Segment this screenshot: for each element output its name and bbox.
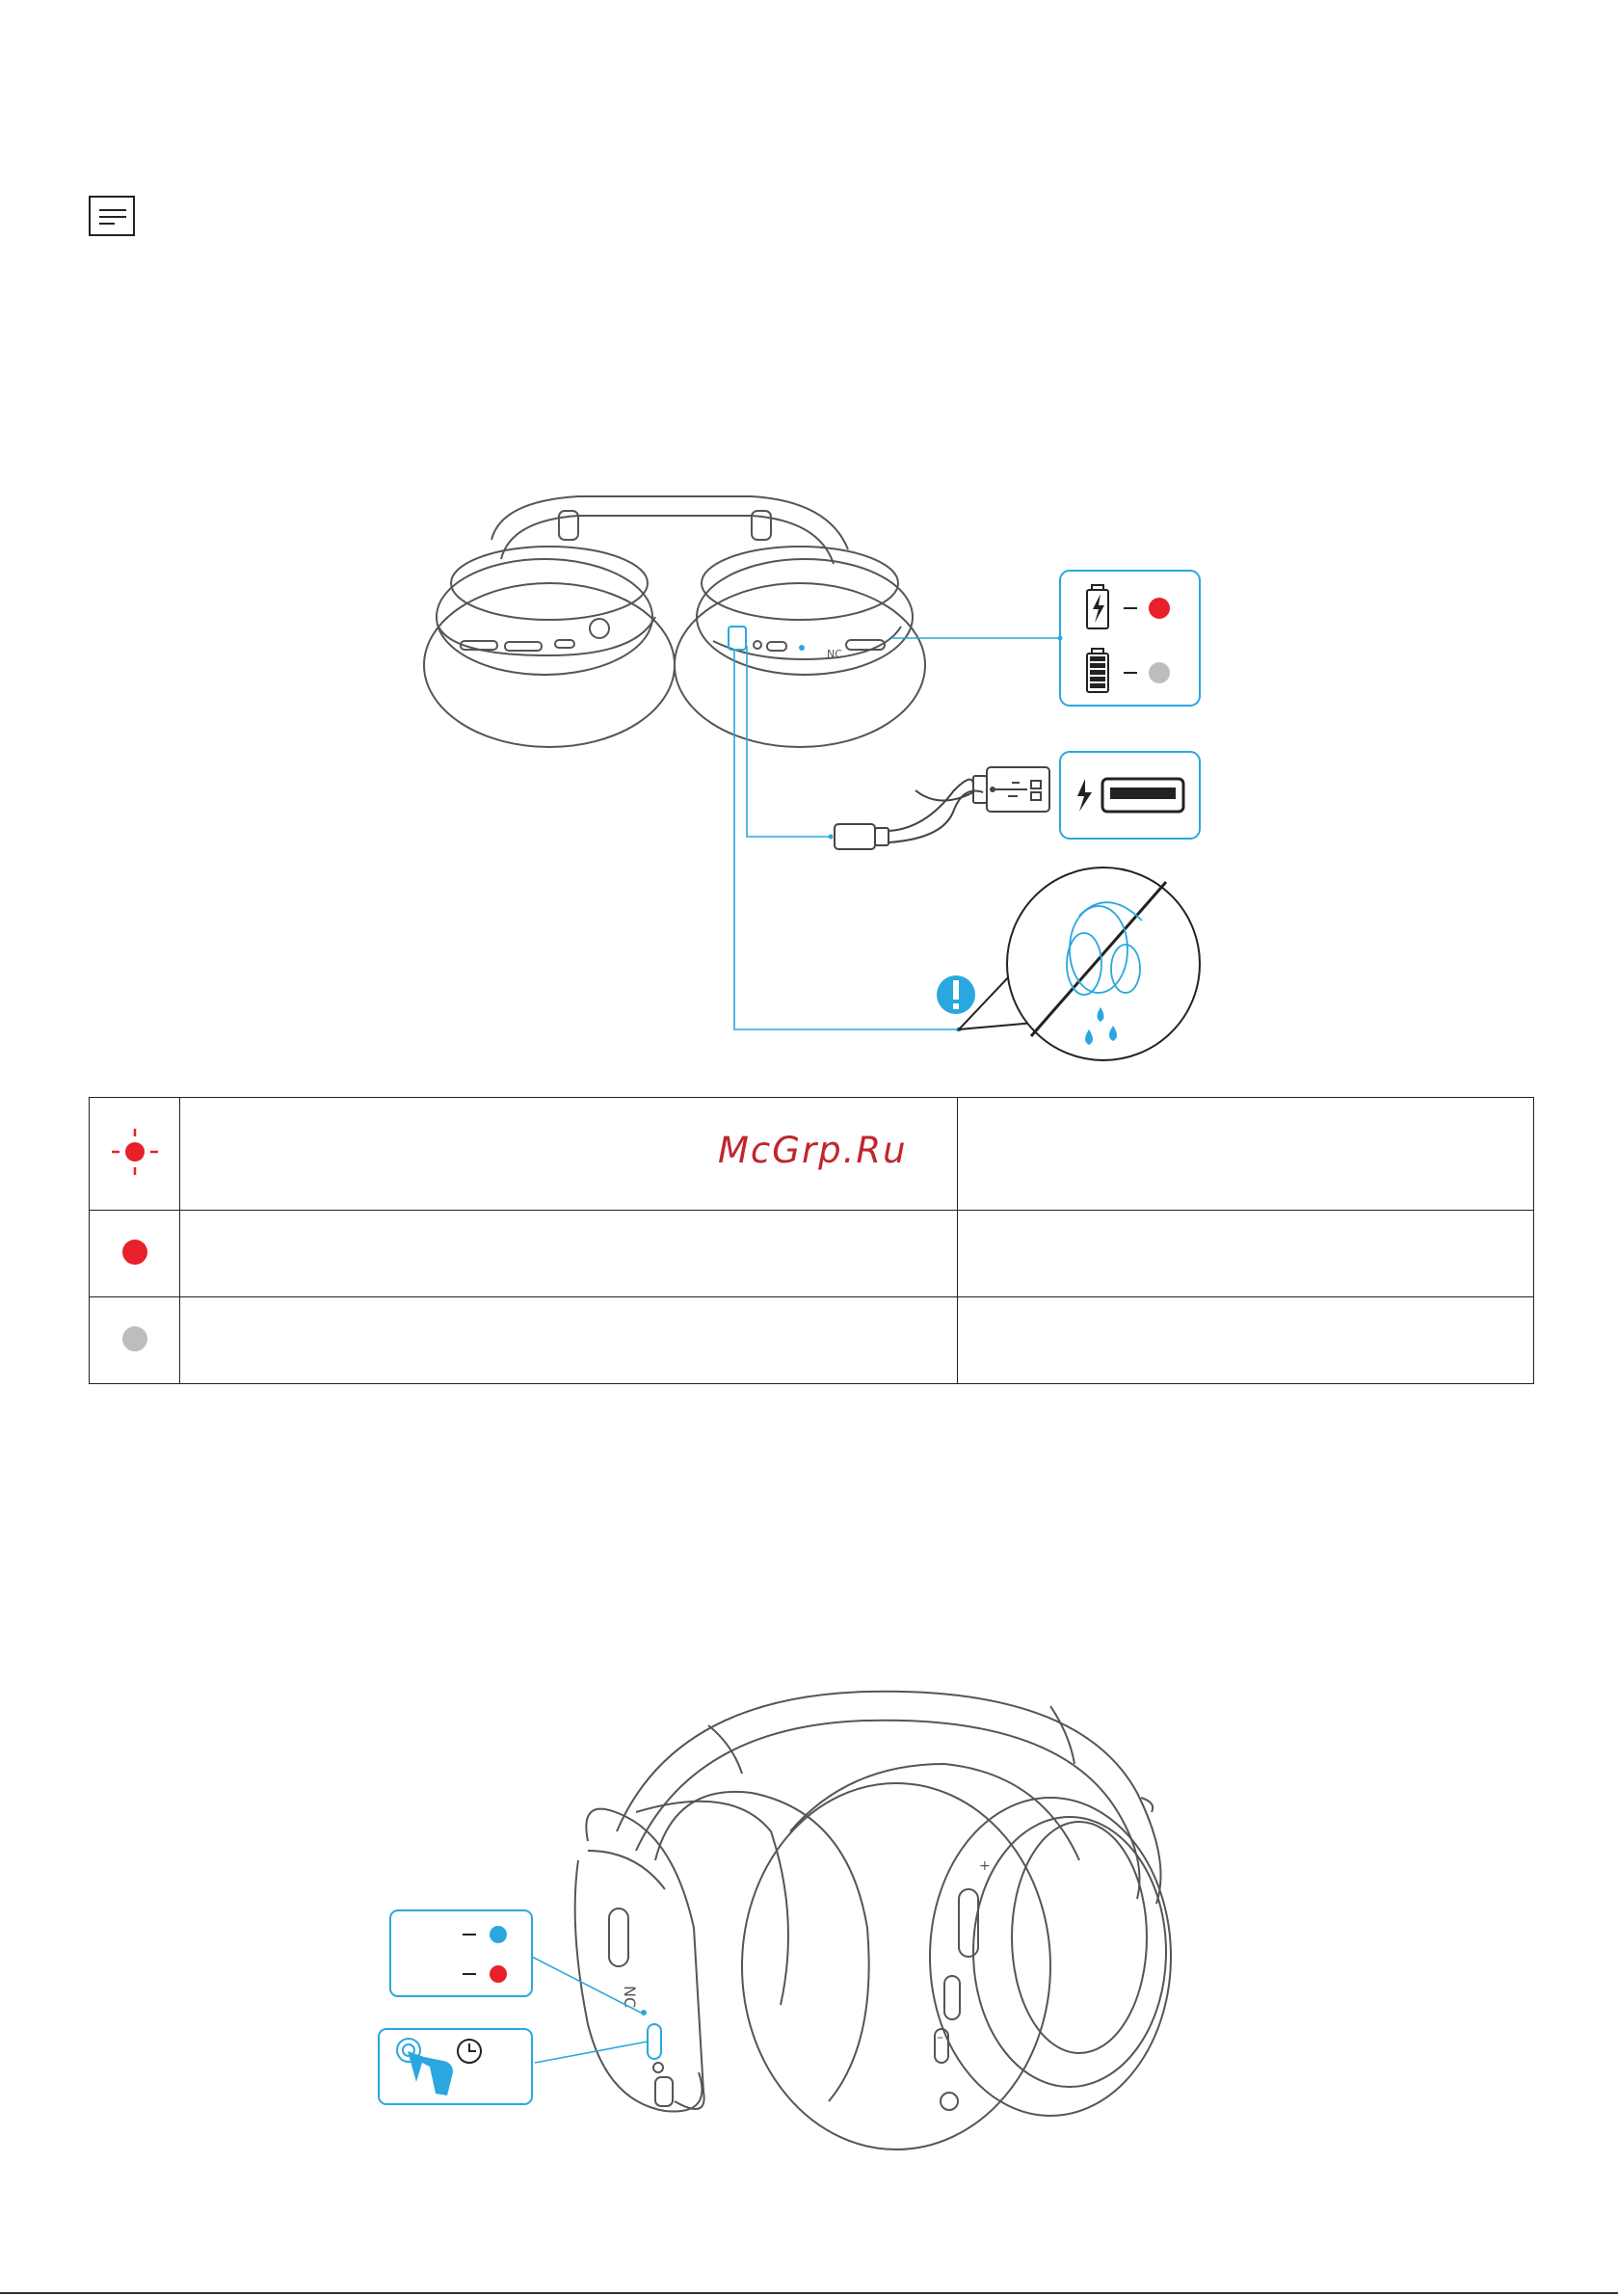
earcup-nc-label: NC (827, 648, 842, 660)
charged-led-dot (1149, 662, 1170, 683)
footer-divider (0, 2292, 1618, 2294)
red-flashing-led-icon (106, 1123, 164, 1181)
earcup-nc-label: NC (621, 1986, 639, 2009)
table-row (90, 1297, 1534, 1384)
svg-text:–: – (937, 2030, 943, 2045)
table-row (90, 1211, 1534, 1297)
svg-text:+: + (979, 1858, 991, 1874)
grey-led-icon (116, 1320, 154, 1358)
watermark-text: McGrp.Ru (718, 1130, 908, 1171)
charging-led-dot (1149, 598, 1170, 619)
red-solid-led-icon (116, 1233, 154, 1271)
